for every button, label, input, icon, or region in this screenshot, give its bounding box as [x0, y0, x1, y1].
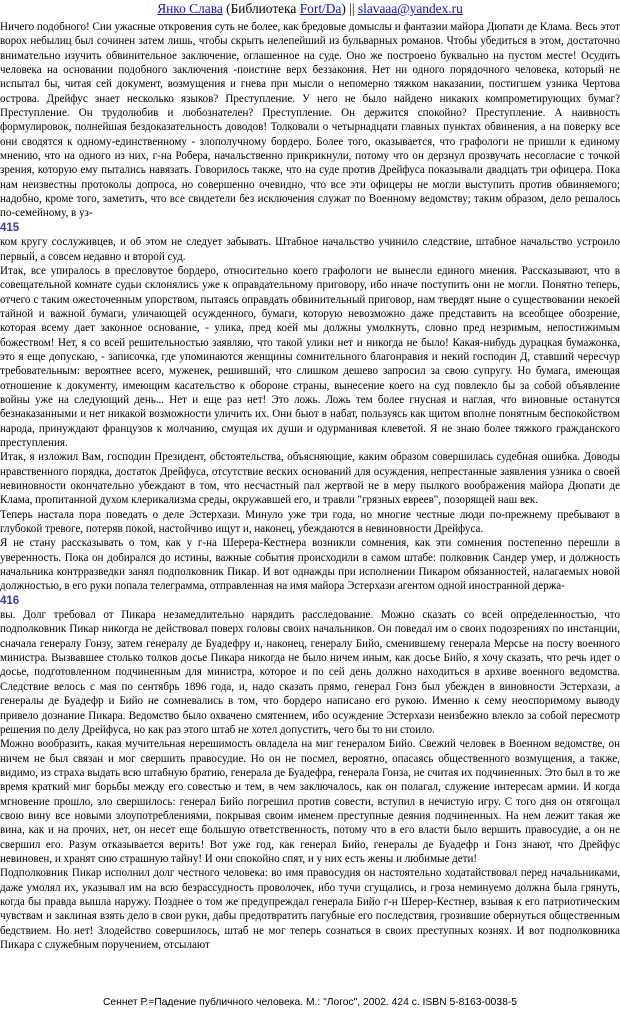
paragraph: Итак, все упиралось в пресловутое бордеро, относительно коего графологи не вынесли единого мнения. Рассказывают, что в совещательной комнате судьи склонялись уже к оправдательному приговору, ибо иначе поступить они не могли. Понятно теперь, отчего с таким ожесточенным упорством, пытаясь оправдать обвинительный приговор, нам твердят ныне о существовании некоей тайной и важной бумаги, уличающей осужденного, бумаги, которую невозможно даже представить на всеобщее обозрение, которая всему дает законное основание, - улика, пред коей мы должны умолкнуть, словно пред незримым, непостижимым божеством! Нет, я со всей решительностью заявляю, что такой улики нет и никогда не было! Какая-нибудь дурацкая бумажонка, это я еще допускаю, - записочка, где упоминаются женщины сомнительного благонравия и некий господин Д, ставший чересчур требовательным: вероятнее всего, муженек, решивший, что слишком дешево запросил за свою супругу. Но бумага, имеющая отношение к документу, имеющим касательство к обороне страны, вынесение коего на суд повлекло бы за собой объявление войны уже на следующий день... Нет и еще раз нет! Это ложь. Ложь тем более гнусная и наглая, что виновные останутся безнаказанными и нет никакой возможности уличить их. Они бьют в набат, пользуясь как щитом вполне понятным беспокойством народа, принуждают французов к молчанию, смущая их души и одурманивая клеветой. Я не знаю более тяжкого гражданского преступления.: [0, 264, 620, 449]
page-header: [0, 0, 620, 18]
document-body: [0, 20, 620, 952]
library-prefix: (Библиотека: [222, 1, 300, 16]
email-link[interactable]: slavaaa@yandex.ru: [357, 1, 463, 16]
paragraph: Итак, я изложил Вам, господин Президент, обстоятельства, объясняющие, каким образом совершилась судебная ошибка. Доводы нравственного порядка, достаток Дрейфуса, отсутствие веских оснований для осуждения, непрестанные заявления узника о своей невиновности окончательно убеждают в том, что несчастный пал жертвой не в меру пылкого воображения майора Дюпати де Клама, пропитанной духом клерикализма среды, окружавшей его, и травли "грязных евреев", позорящей наш век.: [0, 451, 620, 507]
page-footer: [0, 996, 620, 1010]
library-link[interactable]: Fort/Da: [299, 1, 342, 16]
library-suffix: ) ||: [341, 1, 358, 16]
paragraph: Подполковник Пикар исполнил долг честного человека: во имя правосудия он настоятельно ходатайствовал перед начальниками, даже умолял их, указывал им на всю безрассудность проволочек, ибо тучи сгущались, и гроза неминуемо должна была грянуть, когда бы правда вышла наружу. Позднее о том же предупреждал генерала Бийо г-н Шерер-Кестнер, взывая к его патриотическим чувствам и заклиная взять дело в свои руки, дабы предотвратить пагубные его последствия, грозившие обернуться общественным бедствием. Но нет! Злодейство совершилось, штаб не мог теперь сознаться в своих преступных кознях. И вот подполковника Пикара с служебным поручением, отсылают: [0, 867, 620, 951]
footer-citation: Сеннет Р.=Падение публичного человека. М.: "Логос", 2002. 424 с. ISBN 5-8163-0038-5: [102, 997, 518, 1008]
paragraph: Я не стану рассказывать о том, как у г-на Шерера-Кестнера возникли сомнения, как эти сомнения постепенно перешли в уверенность. Пока он добирался до истины, важные события происходили в самом штабе: полковник Сандер умер, и должность начальника контрразведки занял подполковник Пикар. И вот однажды при исполнении Пикаром обязанностей, налагаемых новой должностью, в его руки попала телеграмма, отправленная на имя майора Эстерхази агентом одной иностранной держа-: [0, 537, 620, 593]
page-number: 416: [0, 594, 20, 607]
paragraph: вы. Долг требовал от Пикара незамедлительно нарядить расследование. Можно сказать со всей определенностью, что подполковник Пикар никогда не действовал поверх головы своих начальников. Он поведал им о своих подозрениях по инстанции, сначала генералу Гонзу, затем генералу де Буадефру и, наконец, генералу Бийо, сменившему генерала Мерсье на посту военного министра. Вызвавшее столько толков досье Пикара никогда не было ничем иным, как досье Бийо, я хочу сказать, что речь идет о досье, подготовленном подчиненным для министра, которое и по сей день должно находиться в архиве военного ведомства. Следствие велось с мая по сентябрь 1896 года, и, надо сказать прямо, генерал Гонз был убежден в виновности Эстерхази, а генералы де Буадефр и Бийо не сомневались в том, что бордеро написано его рукою. Именно к сему неоспоримому выводу привело дознание Пикара. Ведомство было охвачено смятением, ибо осуждение Эстерхази неизбежно влекло за собой пересмотр решения по делу Дрейфуса, но как раз этого штаб не хотел допустить, чего бы то ни стоило.: [0, 609, 620, 736]
paragraph: ком кругу сослуживцев, и об этом не следует забывать. Штабное начальство учинило следствие, штабное начальство устроило первый, а совсем недавно и второй суд.: [0, 236, 620, 263]
paragraph: Ничего подобного! Сии ужасные откровения суть не более, как бредовые домыслы и фантазии майора Дюпати де Клама. Весь этот ворох небылиц был сочинен затем лишь, чтобы скрыть нелепейший из бульварных романов. Чтобы убедиться в этом, достаточно внимательно изучить обвинительное заключение, оглашенное на суде. Оно же построено буквально на пустом месте! Осудить человека на основании подобного заключения -поистине верх беззакония. Нет ни одного порядочного человека, который не испытал бы, читая сей документ, возмущения и гнева при мысли о непомерно тяжком наказании, постигшем узника Чертова острова. Дрейфус знает несколько языков? Преступление. У него не было найдено никаких компрометирующих бумаг? Преступление. Он трудолюбив и любознателен? Преступление. Он держится спокойно? Преступление. А наивность формулировок, полнейшая бездоказательность доводов! Толковали о четырнадцати главных пунктах обвинения, а на поверку все они сводятся к одному-единственному - злополучному бордеро. Более того, оказывается, что графологи не пришли к единому мнению, что на одного из них, г-на Робера, начальственно прикрикнули, потому что он дерзнул прозвучать несогласие с точкой зрения, которую ему пытались навязать. Говорилось также, что на суде против Дрейфуса показывали двадцать три офицера. Пока нам неизвестны протоколы допроса, но совершенно очевидно, что все эти офицеры не могли выступить против обвиняемого; надобно, кроме того, заметить, что все свидетели без исключения служат по Военному ведомству; таким образом, дело решалось по-семейному, в уз-: [0, 21, 620, 220]
paragraph: Теперь настала пора поведать о деле Эстерхази. Минуло уже три года, но многие честные люди по-прежнему пребывают в глубокой тревоге, потеряв покой, настойчиво ищут и, наконец, убеждаются в невиновности Дрейфуса.: [0, 508, 620, 536]
page-number: 415: [0, 221, 20, 234]
paragraph: Можно вообразить, какая мучительная нерешимость овладела на миг генералом Бийо. Свежий человек в Военном ведомстве, он ничем не был связан и мог свершить правосудие. Но он не посмел, вероятно, опасаясь общественного возмущения, а также, видимо, из страха выдать всю штабную братию, генерала де Буадефра, генерала Гонза, не считая их подчиненных. Это был в то же время краткий миг борьбы между его совестью и тем, в чем заключалось, как он полагал, служение интересам армии. И когда мгновение прошло, зло свершилось: генерал Бийо погрешил против совести, вступил в нечистую игру. С того дня он отягощал свою вину все новыми злоупотреблениями, покрывая своим именем преступные деяния подчиненных. На нем лежит такая же вина, как и на прочих, нет, он несет еще большую ответственность, потому что в его власти было вершить правосудие, а он не свершил его. Разум отказывается верить! Вот уже год, как генерал Бийо, генералы де Буадефр и Гонз знают, что Дрейфус невиновен, и хранят сию страшную тайну! И они спокойно спят, и у них есть жены и любимые дети!: [0, 738, 620, 865]
author-link[interactable]: Янко Слава: [157, 1, 223, 16]
